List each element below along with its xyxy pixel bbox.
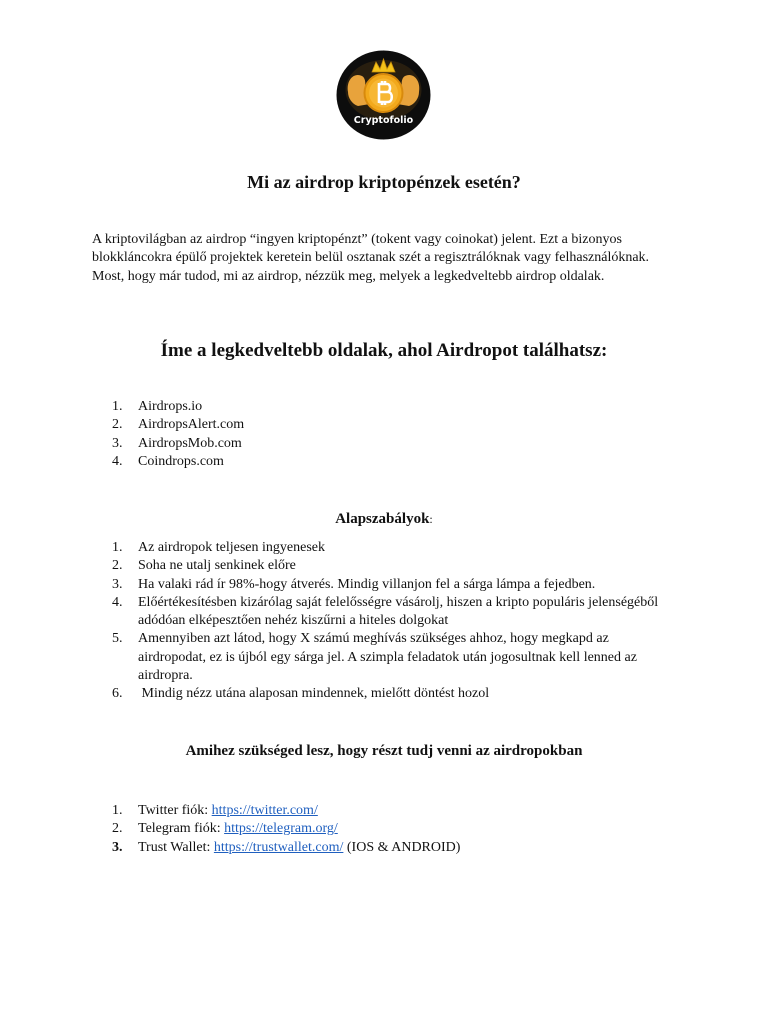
list-item bbox=[0, 802, 678, 820]
list-number: 2. bbox=[112, 821, 123, 837]
intro-paragraph: A kriptovilágban az airdrop “ingyen kriptopénzt” (tokent vagy coinokat) jelent. Ezt a bizonyos blokkláncokra épülő projektek keretein belül osztanak szét a regisztrálóknak vagy felhasználóknak. Most, hogy már tudod, mi az airdrop, nézzük meg, melyek a legkedveltebb airdrop oldalak. bbox=[92, 232, 650, 284]
list-item bbox=[0, 435, 678, 453]
rules-list bbox=[0, 539, 678, 704]
list-number: 5. bbox=[112, 631, 123, 647]
list-item bbox=[0, 594, 678, 631]
list-number: 4. bbox=[112, 594, 123, 610]
list-number: 2. bbox=[112, 417, 123, 433]
list-item bbox=[0, 576, 678, 594]
list-item bbox=[0, 557, 678, 575]
cryptofolio-logo bbox=[336, 50, 431, 140]
list-item bbox=[0, 539, 678, 557]
requirement-label: Twitter fiók: bbox=[138, 803, 212, 818]
rule-text: Ha valaki rád ír 98%-hogy átverés. Mindig villanjon fel a sárga lámpa a fejedben. bbox=[138, 576, 596, 592]
page-title: Mi az airdrop kriptopénzek esetén? bbox=[247, 172, 521, 192]
rule-text: Előértékesítésben kizárólag saját felelősségre vásárolj, hiszen a kripto populáris jelenségéből adódóan elképesztően nehéz kiszűrni a hiteles dolgokat bbox=[138, 594, 659, 629]
sites-list bbox=[0, 398, 678, 471]
list-number: 2. bbox=[112, 558, 123, 574]
list-item bbox=[0, 820, 678, 838]
site-name: AirdropsAlert.com bbox=[138, 417, 245, 433]
requirements-heading: Amihez szükséged lesz, hogy részt tudj venni az airdropokban bbox=[185, 743, 583, 759]
list-number: 1. bbox=[112, 540, 123, 555]
list-number: 3. bbox=[112, 839, 123, 855]
list-item bbox=[0, 416, 678, 434]
list-number: 1. bbox=[112, 399, 123, 414]
bitcoin-crown-logo-icon bbox=[336, 50, 431, 140]
list-item bbox=[0, 453, 678, 471]
site-name: Airdrops.io bbox=[138, 399, 203, 414]
list-number: 3. bbox=[112, 435, 123, 451]
twitter-link[interactable]: https://twitter.com/ bbox=[211, 803, 318, 818]
requirement-suffix: (IOS & ANDROID) bbox=[343, 839, 461, 855]
logo-text: Cryptofolio bbox=[353, 115, 414, 126]
rule-text: Mindig nézz utána alaposan mindennek, mielőtt döntést hozol bbox=[138, 686, 490, 702]
rules-heading-text: Alapszabályok bbox=[335, 511, 430, 527]
rule-text: Soha ne utalj senkinek előre bbox=[138, 558, 296, 574]
site-name: AirdropsMob.com bbox=[138, 435, 242, 451]
trustwallet-link[interactable]: https://trustwallet.com/ bbox=[213, 839, 344, 855]
site-name: Coindrops.com bbox=[138, 453, 224, 469]
list-item bbox=[0, 398, 678, 416]
list-item bbox=[0, 630, 678, 685]
rules-heading-colon: : bbox=[429, 512, 433, 526]
list-item bbox=[0, 839, 678, 857]
sites-heading: Íme a legkedveltebb oldalak, ahol Airdropot találhatsz: bbox=[160, 340, 608, 361]
rule-text: Az airdropok teljesen ingyenesek bbox=[138, 540, 325, 555]
rule-text: Amennyiben azt látod, hogy X számú meghívás szükséges ahhoz, hogy megkapd az airdropodat, ez is újból egy sárga jel. A szimpla feladatok után jogosultnak kell lenned az airdropra. bbox=[138, 631, 637, 684]
list-item bbox=[0, 685, 678, 703]
rules-heading bbox=[0, 509, 768, 529]
list-number: 4. bbox=[112, 453, 123, 469]
list-number: 3. bbox=[112, 576, 123, 592]
requirements-list bbox=[0, 802, 678, 857]
telegram-link[interactable]: https://telegram.org/ bbox=[224, 821, 338, 837]
list-number: 1. bbox=[112, 803, 123, 818]
requirement-label: Telegram fiók: bbox=[138, 821, 225, 837]
requirement-label: Trust Wallet: bbox=[138, 839, 214, 855]
list-number: 6. bbox=[112, 686, 123, 702]
